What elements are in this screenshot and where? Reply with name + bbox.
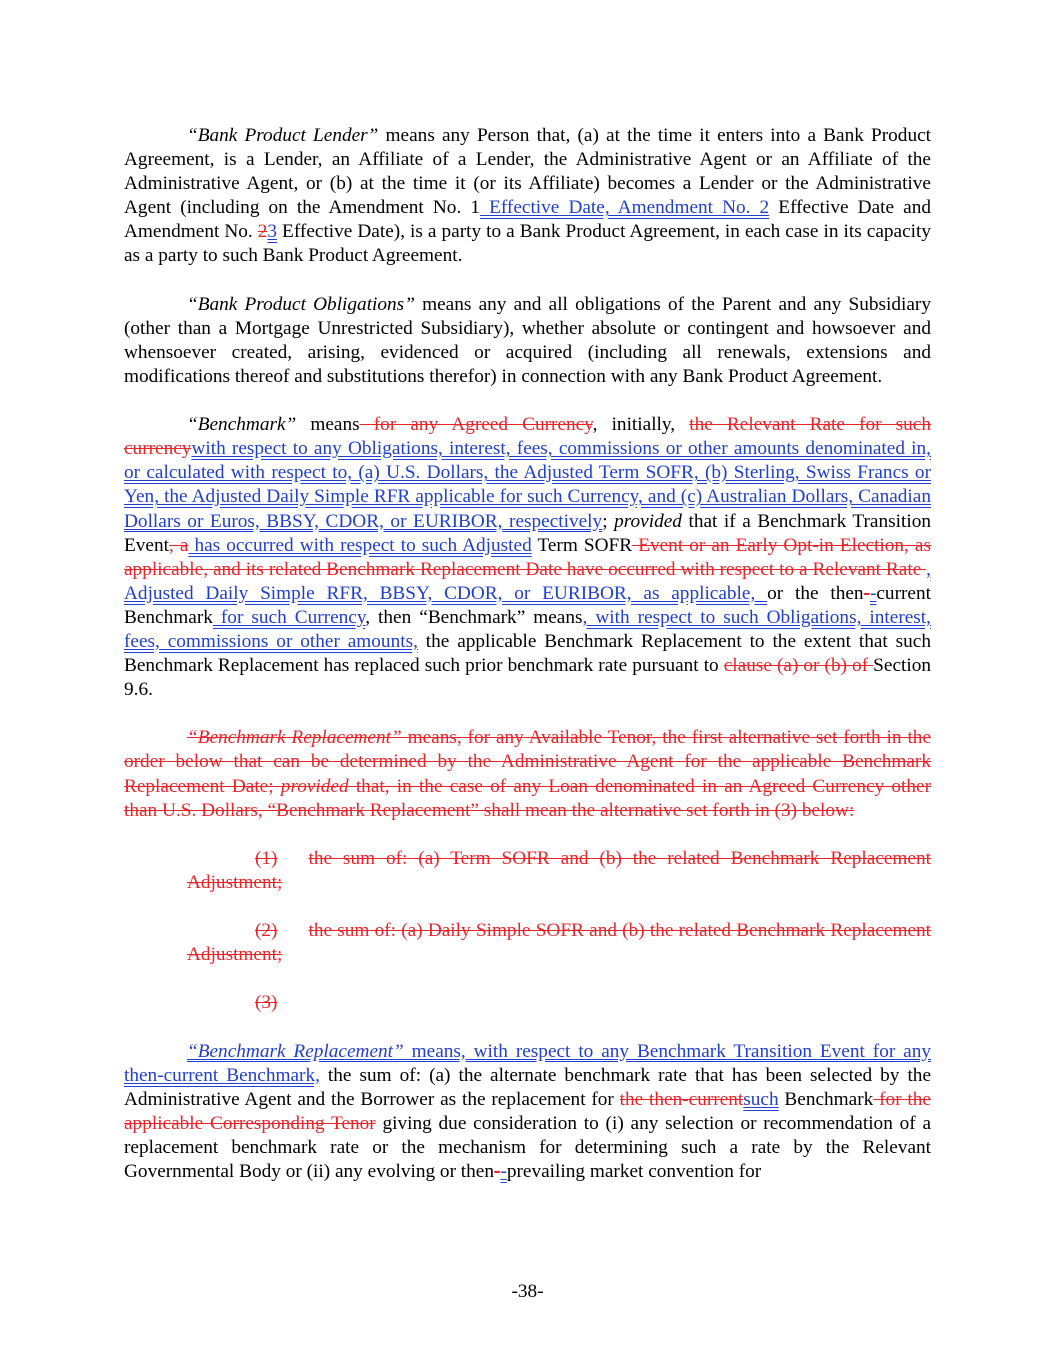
- page-number: -38-: [511, 1281, 544, 1302]
- inserted-text: for such Currency: [212, 606, 366, 628]
- text: Benchmark: [778, 1088, 874, 1110]
- text: means: [296, 414, 360, 436]
- inserted-text: , Adjusted Daily Simple RFR, BBSY, CDOR, or EURIBOR, as applicable,: [124, 558, 931, 604]
- text: the applicable Benchmark Replacement to the extent that such Benchmark Replacement has replaced such prior benchmark rate pursuant to: [124, 630, 931, 677]
- definition-bank-product-lender: [124, 124, 931, 269]
- inserted-text: , with respect to such Obligations, interest, fees, commissions or other amounts,: [124, 606, 931, 652]
- deleted-text: the then-current: [619, 1088, 744, 1110]
- defined-term: “Benchmark Replacement”: [187, 1040, 404, 1062]
- definition-benchmark: [124, 413, 931, 702]
- text: , then “Benchmark” means: [365, 606, 583, 628]
- list-number: (3): [255, 992, 278, 1014]
- deleted-text: -: [863, 582, 870, 604]
- text: ;: [602, 510, 615, 532]
- deleted-list-item-1: [187, 847, 931, 895]
- defined-term: “Benchmark”: [187, 414, 297, 436]
- definition-benchmark-replacement-new: [124, 1040, 931, 1185]
- document-page: [124, 124, 931, 1208]
- deleted-text: , a: [168, 534, 189, 556]
- defined-term: “Bank Product Obligations”: [187, 293, 415, 315]
- defined-term: “Bank Product Lender”: [187, 125, 379, 146]
- deleted-list-item-3: [187, 991, 931, 1015]
- inserted-text: -: [500, 1161, 507, 1183]
- list-number: (1): [255, 847, 278, 869]
- text: , initially,: [592, 414, 690, 436]
- deleted-text: clause (a) or (b) of: [723, 655, 874, 677]
- text: means any and all obligations of the Parent and any Subsidiary (other than a Mortgage Unrestricted Subsidiary), whether absolute or contingent and howsoever and whensoever created, arising, evidenced or acquired (including all renewals, extensions and modifications thereof and substitutions therefor) in connection with any Bank Product Agreement.: [124, 293, 931, 387]
- inserted-text: -: [869, 582, 877, 604]
- definition-bank-product-obligations: [124, 293, 931, 389]
- deleted-text: 2: [257, 221, 268, 243]
- provided-italic: provided: [280, 775, 349, 797]
- deleted-text: the Relevant Rate for such currency: [124, 414, 931, 460]
- deleted-text: for any Agreed Currency: [359, 414, 593, 436]
- list-number: (2): [255, 920, 278, 942]
- deleted-list-item-2: [187, 919, 931, 967]
- inserted-text: means, with respect to any Benchmark Transition Event for any then-current Benchmark,: [124, 1040, 932, 1086]
- text: current Benchmark: [124, 582, 931, 628]
- inserted-text: Effective Date, Amendment No. 2: [479, 197, 770, 219]
- text: Section 9.6.: [124, 655, 932, 701]
- text: prevailing market convention for: [506, 1161, 762, 1183]
- text: means, for any Available Tenor, the first alternative set forth in the order below that can be determined by the Administrative Agent for the applicable Benchmark Replacement Date;: [124, 727, 931, 797]
- text: Term SOFR: [531, 534, 633, 556]
- text: or the then: [767, 582, 864, 604]
- text: Effective Date), is a party to a Bank Product Agreement, in each case in its capacity as a party to such Bank Product Agreement.: [124, 221, 931, 267]
- deleted-text: Event or an Early Opt-in Election, as applicable, and its related Benchmark Replacement Date have occurred with respect to a Relevant Rate: [124, 534, 931, 580]
- text: giving due consideration to (i) any selection or recommendation of a replacement benchmark rate or the mechanism for determining such a rate by the Relevant Governmental Body or (ii) any evolving or then: [124, 1112, 931, 1183]
- text: the sum of: (a) the alternate benchmark rate that has been selected by the Administrative Agent and the Borrower as the replacement for: [124, 1064, 931, 1110]
- inserted-text: with respect to any Obligations, interest, fees, commissions or other amounts denominated in, or calculated with respect to, (a) U.S. Dollars, the Adjusted Term SOFR, (b) Sterling, Swiss Francs or Yen, the Adjusted Daily Simple RFR applicable for such Currency, and (c) Australian Dollars, Canadian Dollars or Euros, BBSY, CDOR, or EURIBOR, respectively: [124, 438, 931, 532]
- definition-benchmark-replacement-deleted: [124, 726, 931, 822]
- deleted-text: for the applicable Corresponding Tenor: [124, 1088, 931, 1134]
- inserted-text: such: [743, 1088, 779, 1110]
- deleted-text: -: [494, 1161, 501, 1183]
- list-item-text: the sum of: (a) Term SOFR and (b) the related Benchmark Replacement Adjustment;: [187, 847, 931, 893]
- text: means any Person that, (a) at the time it enters into a Bank Product Agreement, is a Lender, an Affiliate of a Lender, the Administrative Agent or an Affiliate of the Administrative Agent, or (b) at the time it (or its Affiliate) becomes a Lender or the Administrative Agent (including on the Amendment No. 1: [124, 125, 931, 219]
- text: Effective Date and Amendment No.: [124, 197, 931, 243]
- inserted-text: 3: [267, 221, 278, 243]
- provided-italic: provided: [614, 510, 682, 532]
- list-item-text: the sum of: (a) Daily Simple SOFR and (b) the related Benchmark Replacement Adjustment;: [187, 920, 931, 966]
- text: that, in the case of any Loan denominated in an Agreed Currency other than U.S. Dollars, “Benchmark Replacement” shall mean the alternative set forth in (3) below:: [124, 775, 931, 821]
- inserted-text: has occurred with respect to such Adjusted: [188, 534, 532, 556]
- defined-term: “Benchmark Replacement”: [187, 727, 402, 749]
- text: that if a Benchmark Transition Event: [124, 510, 931, 556]
